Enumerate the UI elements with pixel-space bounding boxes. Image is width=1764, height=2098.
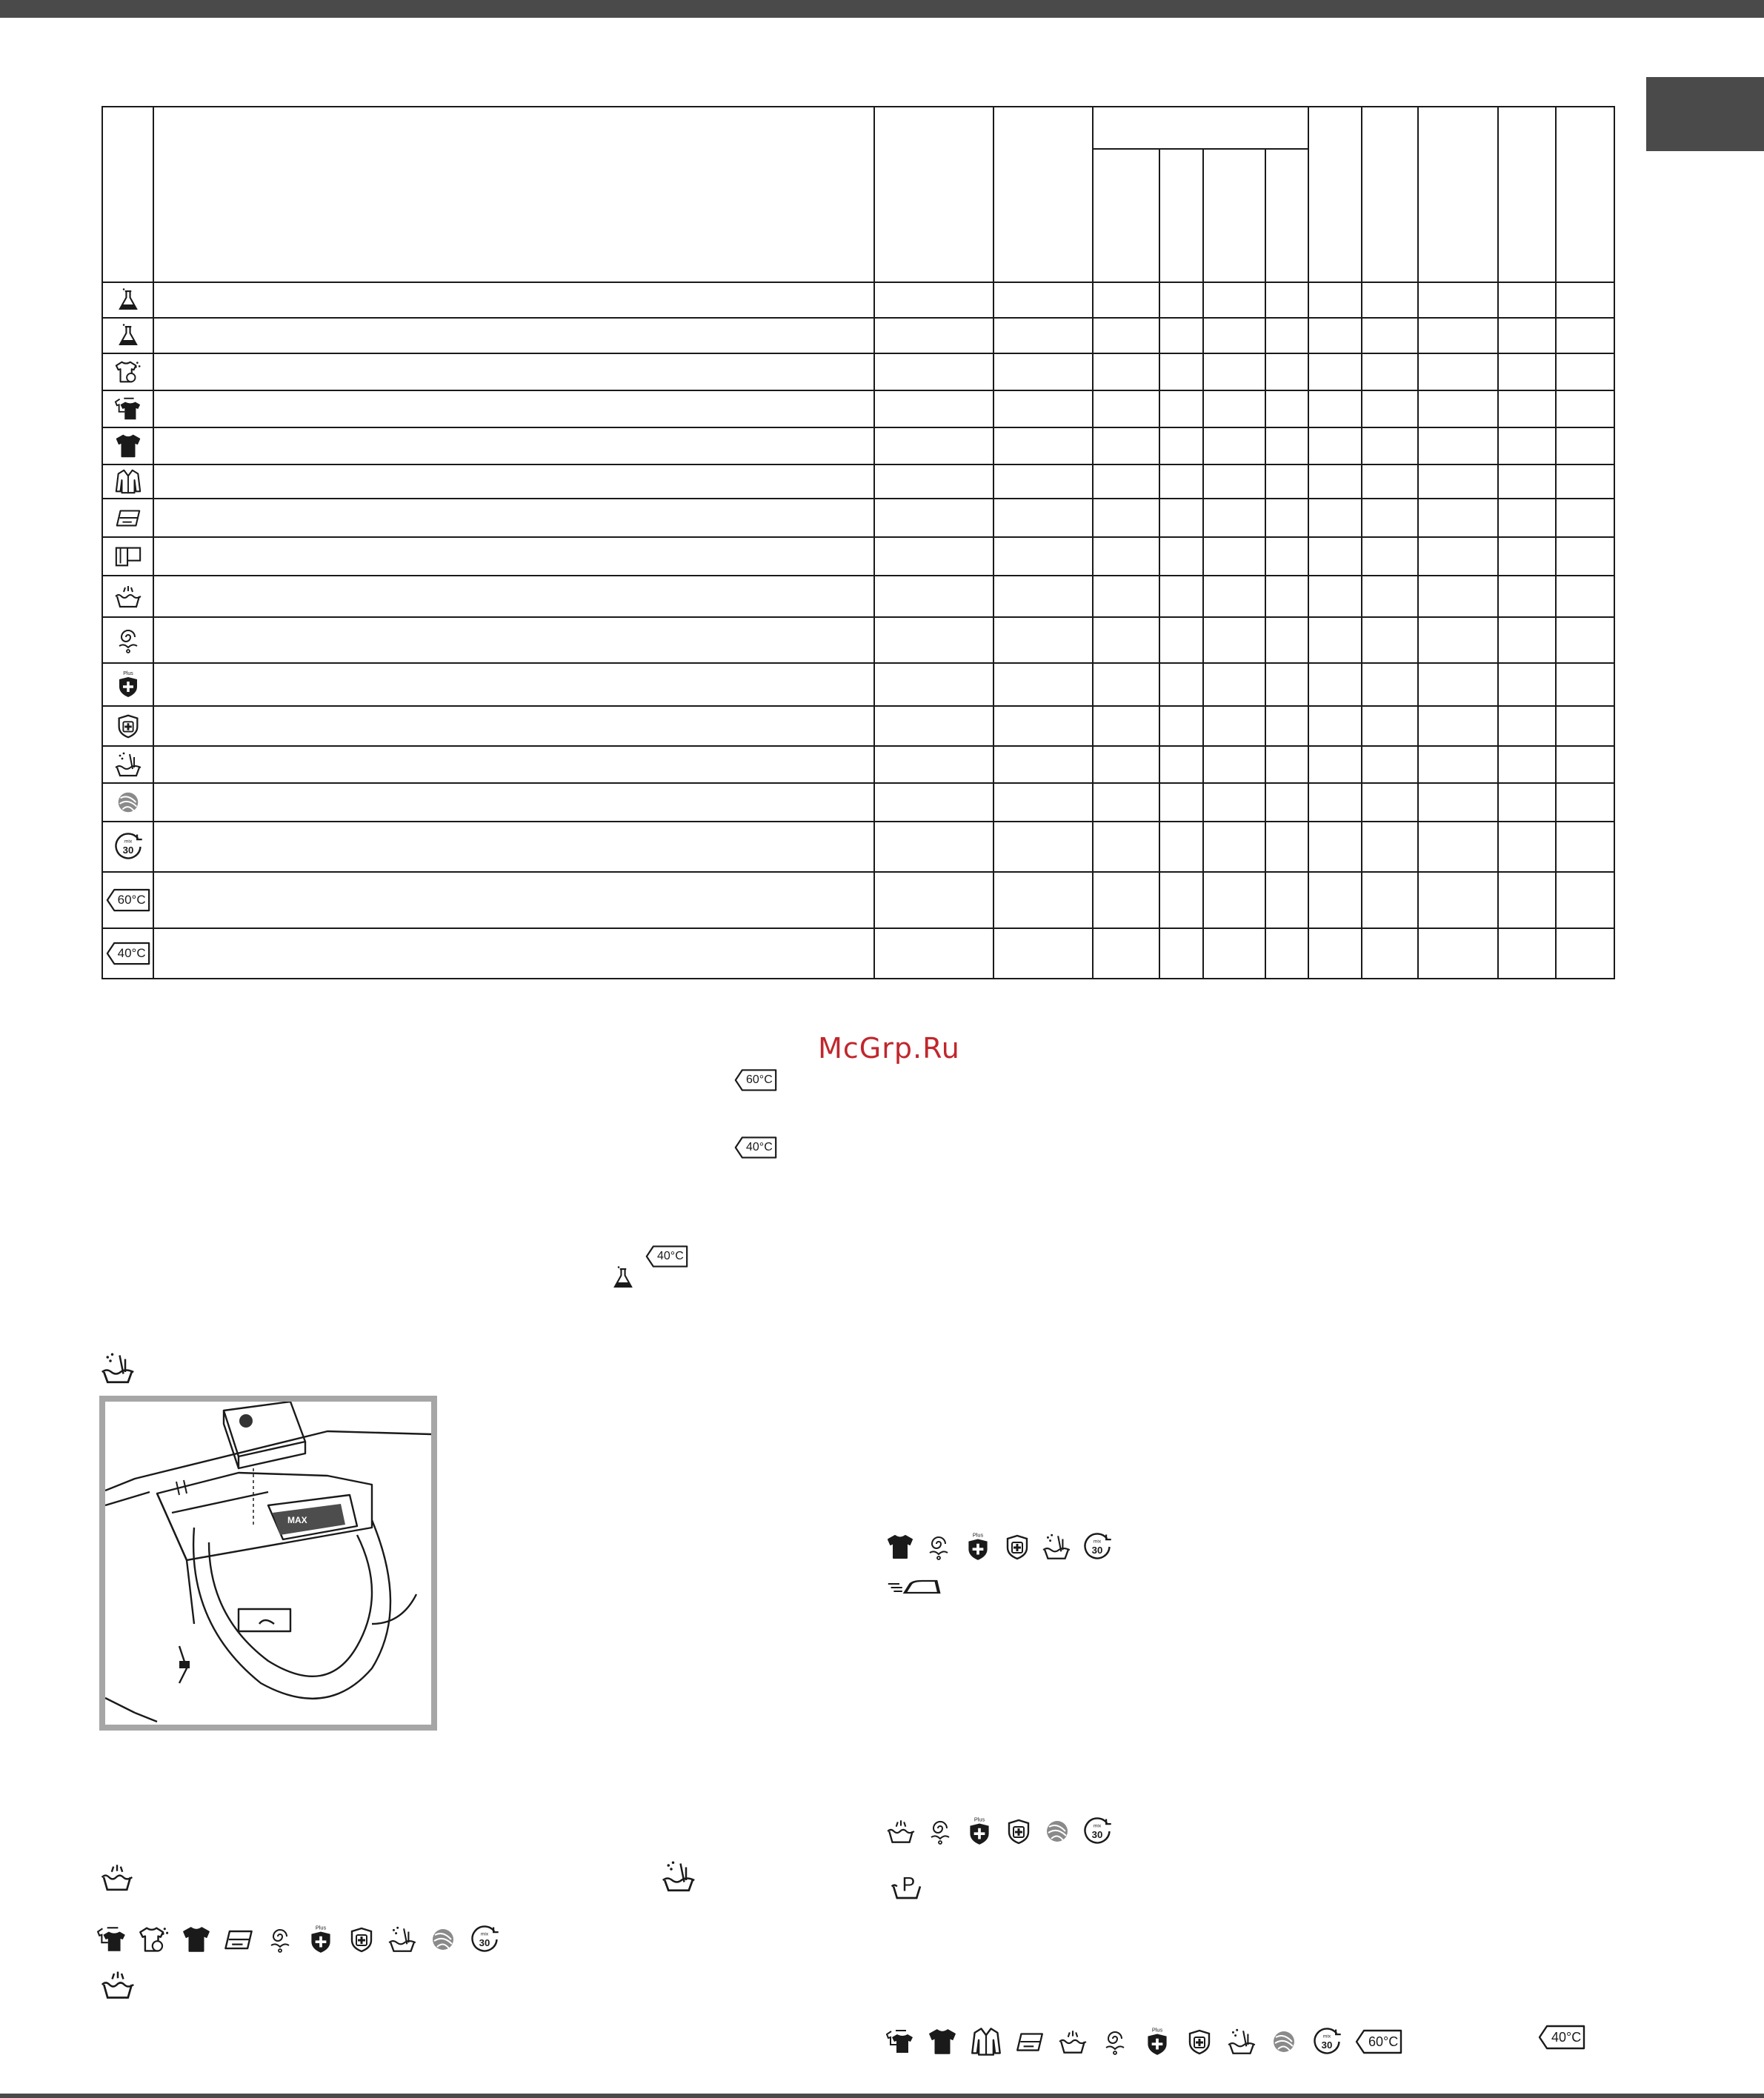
table-row	[102, 822, 1614, 872]
table-row	[102, 353, 1614, 390]
table-row	[102, 783, 1614, 822]
delicates-basin-icon	[99, 1859, 135, 1895]
drawer-drawing	[105, 1402, 431, 1725]
hygiene-plus-shield-icon	[962, 1529, 994, 1565]
hygiene-shield-icon	[347, 1924, 376, 1955]
hygiene-plus-shield-icon	[305, 1922, 336, 1957]
detergent-drawer-illustration	[99, 1396, 437, 1731]
wool-icon	[1042, 1816, 1072, 1846]
mix-30-icon	[1081, 1815, 1114, 1848]
mix-30-icon	[1081, 1531, 1114, 1563]
top-bar	[0, 0, 1764, 18]
shirt-stains-icon	[114, 358, 142, 386]
hand-wash-icon	[1041, 1531, 1072, 1562]
table-row	[102, 872, 1614, 928]
hygiene-plus-shield-icon	[964, 1814, 995, 1849]
blanket-icon	[1014, 2026, 1045, 2057]
shirt-stains-icon	[138, 1923, 170, 1956]
table-row	[102, 537, 1614, 576]
hygiene-plus-shield-icon	[113, 668, 143, 701]
table-row	[102, 499, 1614, 537]
hygiene-shield-icon	[1004, 1816, 1034, 1847]
dark-shirt-icon	[927, 2026, 958, 2057]
mix-30-icon	[112, 830, 144, 863]
icon-row-a	[885, 1529, 1114, 1565]
dark-shirt-icon	[885, 1531, 915, 1562]
jacket-icon	[970, 2025, 1002, 2058]
mix-30-icon	[468, 1923, 501, 1956]
temp-40-tag-icon: 40°C	[1538, 2024, 1585, 2051]
delicates-basin-icon	[885, 1816, 916, 1847]
anti-allergy-spiral-icon	[265, 1922, 295, 1957]
hygiene-shield-icon	[1185, 2026, 1214, 2057]
dark-shirt-icon	[181, 1924, 212, 1955]
table-row	[102, 576, 1614, 617]
temp-60-tag-icon: 60°C	[734, 1068, 777, 1093]
table-row	[102, 464, 1614, 499]
language-tab	[1646, 77, 1764, 151]
blanket-icon	[114, 504, 142, 532]
iron-steam-icon	[885, 1572, 942, 1602]
temp-40-tag-icon: 40°C	[734, 1135, 777, 1160]
blanket-icon	[222, 1923, 255, 1956]
table-row	[102, 746, 1614, 783]
powder-detergent-icon	[660, 1858, 697, 1895]
column-group-header	[1093, 107, 1308, 149]
wool-icon	[114, 788, 142, 816]
bottom-rule	[0, 2094, 1764, 2098]
powder-detergent-icon	[99, 1350, 136, 1387]
watermark: McGrp.Ru	[818, 1032, 960, 1065]
cotton-shirts-icon	[96, 1924, 127, 1955]
flask-icon	[116, 287, 141, 313]
table-row	[102, 706, 1614, 746]
icon-row-f	[96, 1922, 501, 1957]
cotton-shirts-icon	[885, 2027, 915, 2057]
temp-40-tag-icon: 40°C	[106, 941, 150, 966]
hand-wash-icon	[387, 1924, 418, 1955]
jacket-icon	[114, 467, 142, 496]
wool-icon	[1269, 2027, 1299, 2057]
max-label: MAX	[287, 1515, 307, 1525]
dark-shirt-icon	[114, 432, 142, 460]
table-row	[102, 928, 1614, 979]
flask-icon	[116, 323, 141, 348]
table-row	[102, 318, 1614, 353]
delicates-basin-icon	[1057, 2026, 1088, 2057]
icon-row-c	[885, 1814, 1114, 1849]
icon-row-b	[885, 1572, 942, 1602]
icon-row-e	[885, 2024, 1402, 2059]
cotton-shirts-icon	[114, 395, 142, 423]
wool-icon	[428, 1925, 458, 1954]
temp-60-tag-icon: 60°C	[1355, 2028, 1402, 2055]
hygiene-shield-icon	[114, 712, 142, 740]
anti-allergy-spiral-icon	[925, 1814, 955, 1848]
icon-row-d	[885, 1867, 928, 1902]
table-row	[102, 663, 1614, 706]
programme-table	[101, 106, 1615, 979]
temp-40-tag-icon: 40°C	[645, 1244, 688, 1269]
hygiene-plus-shield-icon	[1142, 2024, 1173, 2059]
mix-30-icon	[1311, 2025, 1343, 2058]
hygiene-shield-icon	[1002, 1531, 1032, 1562]
table-row	[102, 617, 1614, 663]
anti-allergy-spiral-icon	[1100, 2025, 1130, 2059]
table-row	[102, 282, 1614, 318]
hand-wash-icon	[1226, 2026, 1257, 2057]
anti-allergy-spiral-icon	[924, 1530, 953, 1564]
anti-allergy-spiral-icon	[113, 624, 143, 656]
hand-wash-icon	[99, 1966, 136, 2003]
hand-wash-icon	[113, 750, 143, 779]
temp-60-tag-icon: 60°C	[106, 888, 150, 913]
delicates-basin-icon	[113, 582, 143, 611]
flask-icon	[610, 1265, 636, 1291]
table-row	[102, 390, 1614, 427]
prewash-p-icon	[885, 1867, 928, 1902]
table-header-row	[102, 107, 1614, 149]
table-row	[102, 427, 1614, 464]
towels-icon	[114, 542, 142, 570]
